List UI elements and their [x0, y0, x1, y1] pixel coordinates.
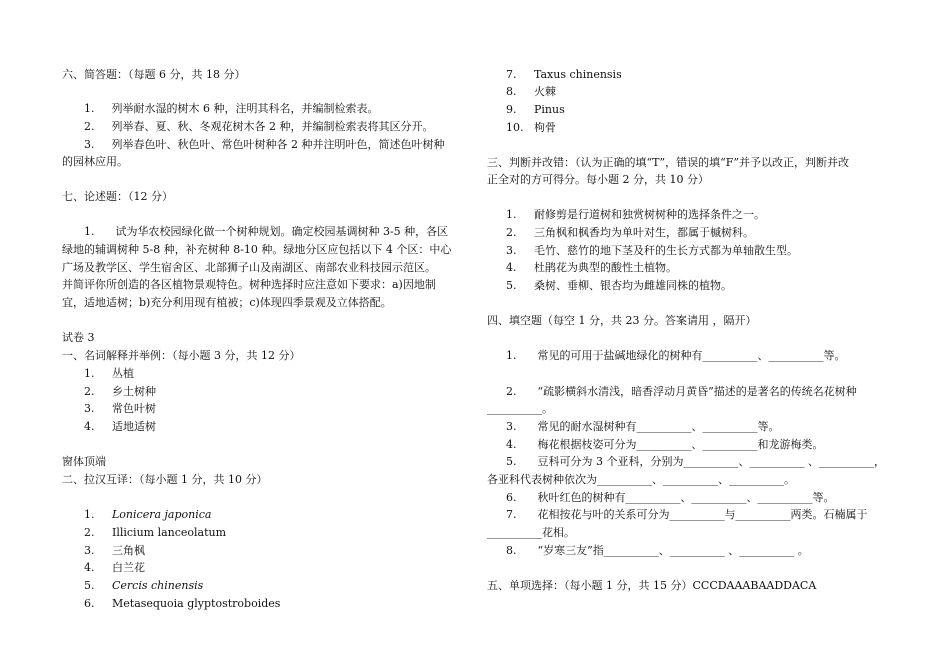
paper-label: 试卷 3	[62, 331, 95, 344]
item-text: 列举春、夏、秋、冬观花树木各 2 种，并编制检索表将其区分开。	[111, 120, 434, 133]
item-number: 2.	[84, 385, 95, 398]
section-2-title: 二、拉汉互译：（每小题 1 分，共 10 分）	[62, 473, 268, 486]
item-number: 3.	[84, 402, 95, 415]
item-text: 丛植	[112, 367, 134, 380]
item-text: Metasequoia glyptostroboides	[112, 597, 281, 610]
section-7-title: 七、论述题：（12 分）	[62, 190, 173, 203]
list-item	[84, 560, 145, 575]
item-text: Lonicera japonica	[112, 508, 212, 521]
list-item	[506, 102, 565, 117]
list-item	[506, 67, 622, 82]
list-item	[84, 384, 156, 399]
item-text: 白兰花	[112, 561, 145, 574]
item-number: 7.	[506, 68, 517, 81]
item-text: 列举春色叶、秋色叶、常色叶树种各 2 种并注明叶色，简述色叶树种	[111, 138, 445, 151]
item-text: Taxus chinensis	[534, 68, 622, 81]
item-number: 1.	[84, 367, 95, 380]
list-item	[84, 119, 434, 134]
item-number: 2.	[84, 526, 95, 539]
section-6-title: 六、简答题：（每题 6 分，共 18 分）	[62, 68, 246, 81]
fill-blank-line: 3. 常见的耐水湿树种有__________、__________等。	[506, 420, 780, 433]
list-item	[84, 543, 145, 558]
section-3-title-cont: 正全对的方可得分。每小题 2 分，共 10 分）	[487, 173, 709, 186]
form-top-label: 窗体顶端	[62, 455, 106, 468]
fill-blank-line: 4. 梅花根据枝姿可分为__________、__________和龙游梅类。	[506, 438, 824, 451]
list-item	[506, 260, 677, 275]
fill-blank-line: 1. 常见的可用于盐碱地绿化的树种有__________、__________等。	[506, 349, 846, 362]
list-item	[506, 243, 798, 258]
item-text: 适地适树	[112, 420, 156, 433]
fill-blank-line: 5. 豆科可分为 3 个亚科，分别为__________、__________ 、__________，	[506, 455, 885, 468]
item-text: 三角枫和枫香均为单叶对生，都属于槭树科。	[534, 226, 754, 239]
item-text: Illicium lanceolatum	[112, 526, 227, 539]
item-number: 4.	[84, 561, 95, 574]
essay-line: 广场及教学区、学生宿舍区、北部狮子山及南湖区、南部农业科技园示范区。	[62, 261, 436, 274]
essay-line: 1. 试为华农校园绿化做一个树种规划。确定校园基调树种 3-5 种，各区	[84, 225, 449, 238]
fill-blank-line: 8. “岁寒三友”指__________、__________ 、__________ 。	[506, 544, 809, 557]
list-item	[506, 225, 754, 240]
list-item	[84, 401, 156, 416]
list-item	[84, 137, 445, 152]
item-number: 5.	[506, 279, 517, 292]
item-text: 常色叶树	[112, 402, 156, 415]
item-text: 杜鹃花为典型的酸性土植物。	[534, 261, 677, 274]
essay-line: 宜，适地适树；b)充分利用现有植被；c)体现四季景观及立体搭配。	[62, 296, 392, 309]
item-number: 4.	[84, 420, 95, 433]
fill-blank-line: __________。	[487, 402, 553, 415]
item-text: 耐修剪是行道树和独赏树树种的选择条件之一。	[534, 208, 765, 221]
essay-line: 绿地的辅调树种 5-8 种，补充树种 8-10 种。绿地分区应包括以下 4 个区：中心	[62, 243, 452, 256]
item-number: 2.	[506, 226, 517, 239]
fill-blank-line: 各亚科代表树种依次为__________、__________、__________。	[487, 473, 795, 486]
item-number: 6.	[84, 597, 95, 610]
item-text: Pinus	[534, 103, 565, 116]
list-item	[84, 596, 280, 611]
item-text: 列举耐水湿的树木 6 种，注明其科名，并编制检索表。	[111, 102, 379, 115]
list-item	[84, 578, 203, 593]
item-number: 8.	[506, 85, 517, 98]
item-text: 毛竹、慈竹的地下茎及秆的生长方式都为单轴散生型。	[534, 244, 798, 257]
item-number: 3.	[506, 244, 517, 257]
item-text: 枸骨	[534, 121, 556, 134]
list-item	[84, 366, 134, 381]
list-item	[84, 507, 211, 522]
list-item	[84, 525, 226, 540]
item-text: 火棘	[534, 85, 556, 98]
list-item	[506, 84, 556, 99]
item-number: 4.	[506, 261, 517, 274]
list-item	[506, 207, 765, 222]
section-4-title: 四、填空题（每空 1 分，共 23 分。答案请用 ，隔开）	[487, 314, 757, 327]
section-3-title: 三、判断并改错：（认为正确的填“T”，错误的填“F”并予以改正，判断并改	[487, 156, 849, 169]
item-number: 9.	[506, 103, 517, 116]
fill-blank-line: 2. “疏影横斜水清浅，暗香浮动月黄昏”描述的是著名的传统名花树种	[506, 385, 857, 398]
item-text: 桑树、垂柳、银杏均为雌雄同株的植物。	[534, 279, 732, 292]
section-5-title: 五、单项选择：（每小题 1 分，共 15 分）CCCDAAABAADDACA	[487, 579, 817, 592]
item-number: 1.	[506, 208, 517, 221]
list-item	[84, 419, 156, 434]
section-1-title: 一、名词解释并举例：（每小题 3 分，共 12 分）	[62, 349, 301, 362]
item-number: 5.	[84, 579, 95, 592]
item-continuation: 的园林应用。	[62, 155, 128, 168]
fill-blank-line: __________花相。	[487, 526, 575, 539]
list-item	[506, 278, 732, 293]
item-text: 乡土树种	[112, 385, 156, 398]
item-text: Cercis chinensis	[112, 579, 204, 592]
item-number: 2.	[84, 120, 95, 133]
item-text: 三角枫	[112, 544, 145, 557]
item-number: 1.	[84, 508, 95, 521]
fill-blank-line: 6. 秋叶红色的树种有__________、__________、__________等。	[506, 491, 835, 504]
fill-blank-line: 7. 花相按花与叶的关系可分为__________与__________两类。石楠属于	[506, 508, 868, 521]
list-item	[506, 120, 556, 135]
item-number: 1.	[84, 102, 95, 115]
list-item	[84, 101, 379, 116]
essay-line: 并简评你所创造的各区植物景观特色。树种选择时应注意如下要求：a)因地制	[62, 278, 436, 291]
item-number: 10.	[506, 121, 524, 134]
item-number: 3.	[84, 138, 95, 151]
item-number: 3.	[84, 544, 95, 557]
